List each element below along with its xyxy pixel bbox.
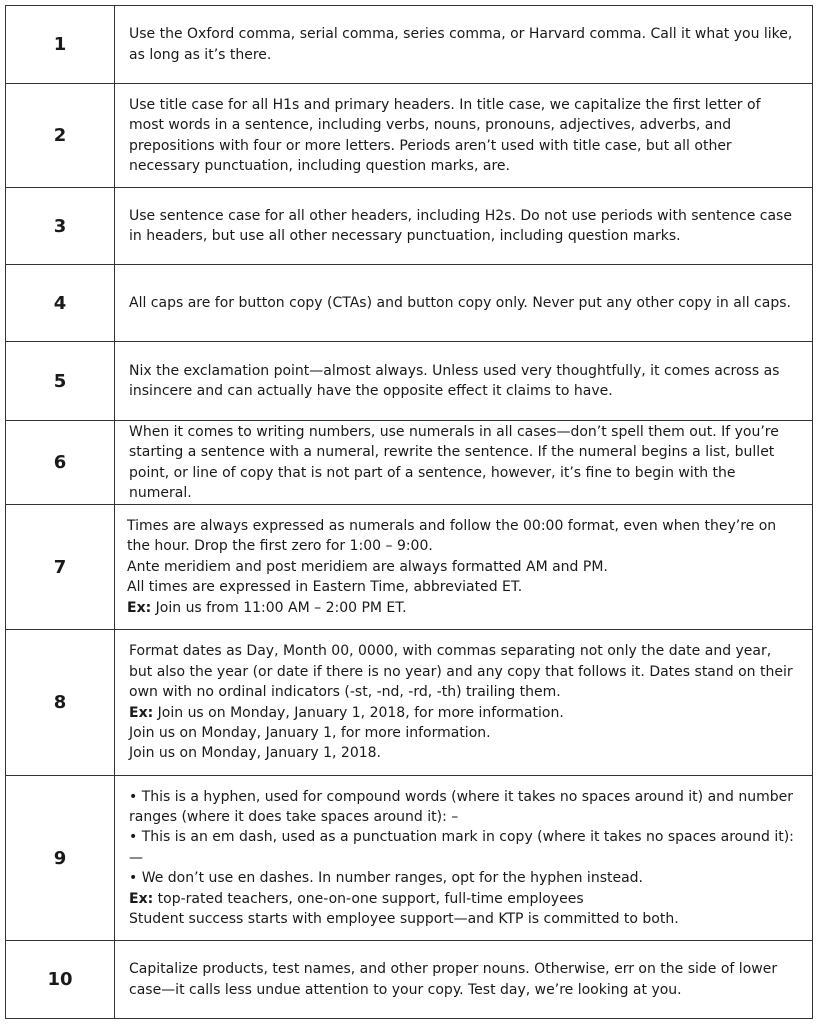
rule-text — [115, 84, 813, 188]
rule-line: When it comes to writing numbers, use numerals in all cases—don’t spell them out. If you’re starting a sentence with a numeral, rewrite the sentence. If the numeral begins a list, bullet point, or line of copy that is not part of a sentence, however, it’s fine to begin with the numeral. — [129, 423, 779, 501]
bullet-line: • We don’t use en dashes. In number ranges, opt for the hyphen instead. — [129, 870, 644, 887]
example-continuation: Student success starts with employee support—and KTP is committed to both. — [129, 911, 679, 928]
bullet-line: • This is a hyphen, used for compound words (where it takes no spaces around it) and number ranges (where it does take spaces around it): – — [129, 788, 794, 825]
rule-text — [115, 6, 813, 84]
rule-row-10 — [6, 941, 813, 1019]
rule-number: 4 — [6, 265, 115, 342]
rule-text — [115, 505, 813, 630]
rule-row-9 — [6, 776, 813, 941]
rule-row-2 — [6, 84, 813, 188]
rule-number: 6 — [6, 421, 115, 505]
rule-row-8 — [6, 630, 813, 776]
rule-row-6 — [6, 421, 813, 505]
rule-line: All times are expressed in Eastern Time, abbreviated ET. — [127, 579, 523, 596]
rule-row-7 — [6, 505, 813, 630]
rule-text — [115, 776, 813, 941]
rule-number: 8 — [6, 630, 115, 776]
style-guide-table — [5, 5, 813, 1019]
example-continuation: Join us on Monday, January 1, 2018. — [129, 745, 381, 762]
rule-line: Format dates as Day, Month 00, 0000, with commas separating not only the date and year, but also the year (or date if there is no year) and any copy that follows it. Dates stand on their own with no ordinal indicators (-st, -nd, -rd, -th) trailing them. — [129, 643, 793, 701]
rule-line: Use the Oxford comma, serial comma, series comma, or Harvard comma. Call it what you like, as long as it’s there. — [129, 26, 793, 63]
example-text: Join us from 11:00 AM – 2:00 PM ET. — [155, 599, 407, 616]
rule-line: Ante meridiem and post meridiem are always formatted AM and PM. — [127, 558, 608, 575]
rule-text — [115, 265, 813, 342]
rule-number: 1 — [6, 6, 115, 84]
example-text: Join us on Monday, January 1, 2018, for more information. — [157, 704, 564, 721]
rule-line: Use sentence case for all other headers, including H2s. Do not use periods with sentence case in headers, but use all other necessary punctuation, including question marks. — [129, 207, 792, 244]
rule-text — [115, 342, 813, 421]
rule-number: 2 — [6, 84, 115, 188]
example-label: Ex: — [129, 890, 154, 907]
rule-number: 3 — [6, 188, 115, 265]
rule-row-4 — [6, 265, 813, 342]
rule-number: 10 — [6, 941, 115, 1019]
rule-line: All caps are for button copy (CTAs) and button copy only. Never put any other copy in all caps. — [129, 294, 791, 311]
rule-text — [115, 421, 813, 505]
example-line — [127, 598, 798, 618]
rule-line: Capitalize products, test names, and other proper nouns. Otherwise, err on the side of lower case—it calls less undue attention to your copy. Test day, we’re looking at you. — [129, 961, 778, 998]
rule-line: Nix the exclamation point—almost always. Unless used very thoughtfully, it comes across as insincere and can actually have the opposite effect it claims to have. — [129, 362, 780, 399]
rule-number: 9 — [6, 776, 115, 941]
example-line — [129, 889, 798, 909]
example-continuation: Join us on Monday, January 1, for more information. — [129, 724, 491, 741]
rule-number: 5 — [6, 342, 115, 421]
rule-text — [115, 941, 813, 1019]
rule-number: 7 — [6, 505, 115, 630]
example-label: Ex: — [129, 704, 154, 721]
rule-line: Use title case for all H1s and primary headers. In title case, we capitalize the first letter of most words in a sentence, including verbs, nouns, pronouns, adjectives, adverbs, and prepositions with four or more letters. Periods aren’t used with title case, but all other necessary punctuation, including question marks, are. — [129, 96, 761, 174]
rule-text — [115, 630, 813, 776]
bullet-line: • This is an em dash, used as a punctuation mark in copy (where it takes no spaces around it): — — [129, 829, 794, 866]
rule-row-1 — [6, 6, 813, 84]
rule-line: Times are always expressed as numerals and follow the 00:00 format, even when they’re on the hour. Drop the first zero for 1:00 – 9:00. — [127, 517, 777, 555]
example-label: Ex: — [127, 599, 152, 616]
rule-row-5 — [6, 342, 813, 421]
rule-row-3 — [6, 188, 813, 265]
example-line — [129, 703, 798, 723]
rule-text — [115, 188, 813, 265]
example-text: top-rated teachers, one-on-one support, full-time employees — [157, 890, 584, 907]
